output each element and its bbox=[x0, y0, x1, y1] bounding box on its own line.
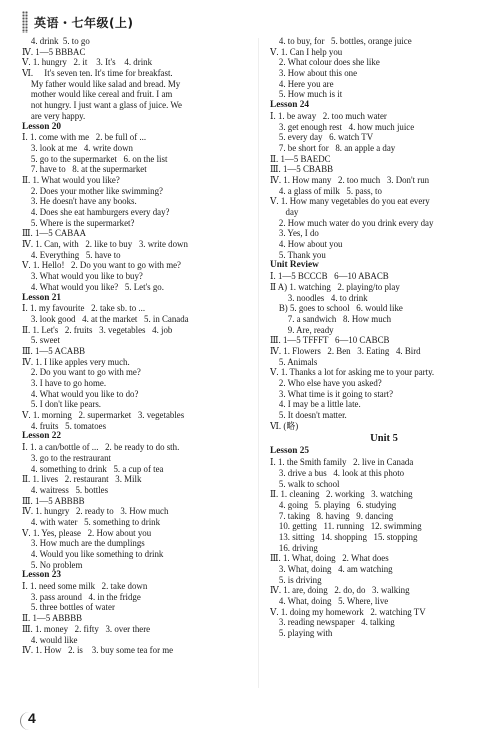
answer-line: 4. What would you like? 5. Let's go. bbox=[22, 281, 164, 292]
unit-heading: Unit 5 bbox=[370, 433, 398, 445]
answer-line: Ⅳ. 1. How many 2. too much 3. Don't run bbox=[270, 174, 430, 185]
answer-line: 4. What, doing 5. Where, live bbox=[270, 596, 389, 607]
answer-line: 4. fruits 5. tomatoes bbox=[22, 420, 107, 431]
answer-line: Ⅲ. 1—5 ACABB bbox=[22, 345, 86, 356]
lesson-heading: Lesson 25 bbox=[270, 446, 310, 457]
answer-line: 3. pass around 4. in the fridge bbox=[22, 591, 141, 602]
answer-line: 3. look good 4. at the market 5. in Canada bbox=[22, 313, 189, 324]
answer-line: Ⅴ. 1. Yes, please 2. How about you bbox=[22, 527, 152, 538]
lesson-heading: Lesson 20 bbox=[22, 121, 62, 132]
answer-line: Ⅴ. 1. Hello! 2. Do you want to go with me? bbox=[22, 260, 181, 271]
answer-line: 5. is driving bbox=[270, 574, 322, 585]
answer-line: Ⅱ. 1. lives 2. restaurant 3. Milk bbox=[22, 474, 142, 485]
answer-line: 3. go to the restraurant bbox=[22, 452, 111, 463]
answer-line: Ⅳ. 1. are, doing 2. do, do 3. walking bbox=[270, 585, 410, 596]
answer-line: 4. going 5. playing 6. studying bbox=[270, 499, 397, 510]
answer-line: 3. drive a bus 4. look at this photo bbox=[270, 467, 405, 478]
lesson-heading: Unit Review bbox=[270, 260, 319, 271]
lesson-heading: Lesson 22 bbox=[22, 431, 62, 442]
answer-line: Ⅴ. 1. hungry 2. it 3. It's 4. drink bbox=[22, 57, 153, 68]
page-header bbox=[22, 12, 133, 32]
answer-line: 4. Does she eat hamburgers every day? bbox=[22, 207, 170, 217]
answer-line: 2. Do you want to go with me? bbox=[22, 367, 141, 378]
answer-line: 5. Where is the supermarket? bbox=[22, 217, 135, 228]
answer-line: Ⅱ. 1—5 ABBBB bbox=[22, 613, 83, 624]
answer-line: Ⅴ. 1. morning 2. supermarket 3. vegetables bbox=[22, 410, 185, 421]
answer-line: Ⅴ. 1. How many vegetables do you eat every bbox=[270, 196, 430, 207]
answer-line: 3. How much are the dumplings bbox=[22, 538, 145, 549]
answer-line: Ⅳ. 1. hungry 2. ready to 3. How much bbox=[22, 506, 169, 517]
answer-line: Ⅰ. 1. need some milk 2. take down bbox=[22, 581, 148, 592]
answer-line: 4. What would you like to do? bbox=[22, 388, 139, 399]
answer-line: Ⅲ. 1. What, doing 2. What does bbox=[270, 553, 389, 564]
answer-line: Ⅱ. 1. cleaning 2. working 3. watching bbox=[270, 489, 413, 500]
page-number: 4 bbox=[28, 710, 36, 726]
answer-line: 4. Here you are bbox=[270, 78, 334, 89]
answer-column-left bbox=[22, 36, 250, 656]
answer-line: 5. sweet bbox=[22, 335, 60, 346]
answer-line: 9. Are, ready bbox=[270, 324, 334, 335]
answer-line: Ⅰ. 1. come with me 2. be full of ... bbox=[22, 132, 147, 143]
answer-line: 4. drink 5. to go bbox=[22, 36, 90, 46]
answer-line: Ⅳ. 1—5 BBBAC bbox=[22, 46, 86, 57]
lesson-heading: Lesson 21 bbox=[22, 292, 62, 303]
answer-line: B) 5. goes to school 6. would like bbox=[270, 303, 403, 314]
lesson-heading: Lesson 24 bbox=[270, 100, 310, 111]
answer-line: 3. He doesn't have any books. bbox=[22, 196, 137, 207]
answer-line: 5. No problem bbox=[22, 559, 83, 570]
answer-line: Ⅲ. 1—5 CBABB bbox=[270, 164, 334, 175]
lesson-heading: Lesson 23 bbox=[22, 570, 62, 581]
answer-line: 13. sitting 14. shopping 15. stopping bbox=[270, 531, 418, 542]
answer-line: are very happy. bbox=[22, 110, 86, 121]
answer-line: 4. Everything 5. have to bbox=[22, 249, 121, 260]
column-gap bbox=[258, 38, 259, 688]
answer-line: 5. Thank you bbox=[270, 249, 326, 260]
answer-line: 5. Animals bbox=[270, 356, 318, 367]
answer-line: 4. How about you bbox=[270, 239, 343, 250]
answer-line: Ⅰ. 1. be away 2. too much water bbox=[270, 110, 387, 121]
answer-line: 2. Does your mother like swimming? bbox=[22, 185, 163, 196]
answer-line: 3. reading newspaper 4. talking bbox=[270, 617, 395, 628]
answer-line: Ⅳ. 1. How 2. is 3. buy some tea for me bbox=[22, 645, 174, 656]
answer-line: Ⅲ. 1—5 CABAA bbox=[22, 228, 87, 239]
answer-line: Ⅰ. 1. the Smith family 2. live in Canada bbox=[270, 457, 414, 468]
answer-line: 5. walk to school bbox=[270, 478, 340, 489]
answer-line: 2. What colour does she like bbox=[270, 57, 380, 68]
answer-line: 7. a sandwich 8. How much bbox=[270, 313, 392, 324]
answer-line: 4. something to drink 5. a cup of tea bbox=[22, 463, 164, 474]
answer-line: My father would like salad and bread. My bbox=[22, 78, 181, 89]
answer-line: 3. What would you like to buy? bbox=[22, 271, 143, 282]
answer-line: mother would like cereal and fruit. I am bbox=[22, 89, 173, 100]
answer-line: Ⅰ. 1—5 BCCCB 6—10 ABACB bbox=[270, 271, 389, 282]
answer-line: 7. have to 8. at the supermarket bbox=[22, 164, 147, 175]
answer-line: 4. with water 5. something to drink bbox=[22, 516, 161, 527]
answer-line: 3. get enough rest 4. how much juice bbox=[270, 121, 415, 132]
answer-line: 16. driving bbox=[270, 542, 318, 553]
answer-line: 4. a glass of milk 5. pass, to bbox=[270, 185, 382, 196]
answer-line: 4. waitress 5. bottles bbox=[22, 484, 109, 495]
answer-line: day bbox=[270, 207, 299, 217]
answer-line: 3. What, doing 4. am watching bbox=[270, 564, 393, 574]
answer-line: 4. to buy, for 5. bottles, orange juice bbox=[270, 36, 412, 46]
answer-line: 5. How much is it bbox=[270, 89, 343, 100]
answer-line: 2. How much water do you drink every day bbox=[270, 217, 434, 228]
answer-line: 5. three bottles of water bbox=[22, 602, 115, 613]
answer-line: Ⅴ. 1. Can I help you bbox=[270, 46, 343, 57]
answer-line: Ⅰ. 1. my favourite 2. take sb. to ... bbox=[22, 303, 146, 314]
answer-line: Ⅳ. 1. Can, with 2. like to buy 3. write down bbox=[22, 239, 188, 250]
answer-line: Ⅳ. 1. Flowers 2. Ben 3. Eating 4. Bird bbox=[270, 345, 421, 356]
answer-line: Ⅱ A) 1. watching 2. playing/to play bbox=[270, 281, 400, 292]
answer-line: Ⅴ. 1. doing my homework 2. watching TV bbox=[270, 606, 426, 617]
answer-line: Ⅲ. 1. money 2. fifty 3. over there bbox=[22, 623, 151, 634]
answer-line: Ⅰ. 1. a can/bottle of ... 2. be ready to do sth. bbox=[22, 442, 180, 453]
answer-line: 7. taking 8. having 9. dancing bbox=[270, 510, 394, 521]
answer-line: 4. would like bbox=[22, 634, 78, 645]
answer-line: 3. What time is it going to start? bbox=[270, 388, 394, 399]
answer-line: Ⅴ. 1. Thanks a lot for asking me to your party. bbox=[270, 367, 435, 378]
answer-line: not hungry. I just want a glass of juice. We bbox=[22, 100, 182, 111]
answer-line: 3. How about this one bbox=[270, 68, 358, 79]
answer-line: 2. Who else have you asked? bbox=[270, 378, 382, 388]
answer-line: 3. noodles 4. to drink bbox=[270, 292, 368, 303]
answer-line: Ⅱ. 1. Let's 2. fruits 3. vegetables 4. job bbox=[22, 324, 173, 335]
answer-line: 5. playing with bbox=[270, 628, 333, 639]
answer-line: 5. go to the supermarket 6. on the list bbox=[22, 153, 168, 164]
answer-line: Ⅲ. 1—5 TFFFT 6—10 CABCB bbox=[270, 335, 390, 346]
answer-column-right bbox=[270, 36, 498, 639]
header-title: 英语・七年级(上) bbox=[34, 15, 134, 30]
answer-line: 4. Would you like something to drink bbox=[22, 549, 164, 559]
answer-line: Ⅲ. 1—5 ABBBB bbox=[22, 495, 85, 506]
answer-line: 3. look at me 4. write down bbox=[22, 142, 133, 153]
answer-line: Ⅵ. (略) bbox=[270, 420, 299, 431]
answer-line: 5. every day 6. watch TV bbox=[270, 132, 374, 143]
answer-line: 3. I have to go home. bbox=[22, 378, 107, 388]
answer-line: 5. I don't like pears. bbox=[22, 399, 101, 410]
answer-line: Ⅱ. 1—5 BAEDC bbox=[270, 153, 331, 164]
answer-line: 5. It doesn't matter. bbox=[270, 410, 347, 421]
answer-line: 10. getting 11. running 12. swimming bbox=[270, 521, 422, 532]
answer-line: 4. I may be a little late. bbox=[270, 399, 361, 410]
answer-line: Ⅳ. 1. I like apples very much. bbox=[22, 356, 130, 367]
answer-line: Ⅵ. It's seven ten. It's time for breakfast. bbox=[22, 68, 173, 79]
header-dot-bar bbox=[22, 11, 28, 33]
answer-line: Ⅱ. 1. What would you like? bbox=[22, 174, 120, 185]
answer-line: 3. Yes, I do bbox=[270, 228, 319, 239]
answer-line: 7. be short for 8. an apple a day bbox=[270, 142, 396, 153]
